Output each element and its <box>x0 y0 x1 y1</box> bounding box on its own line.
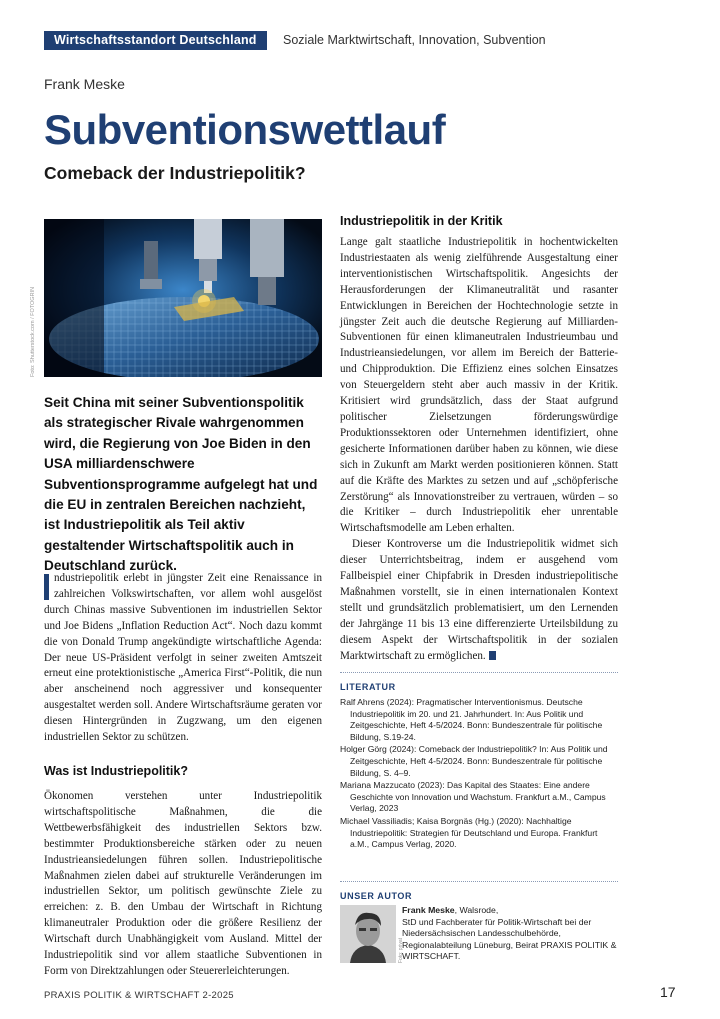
photo-credit: Foto: Shutterstock.com / FOTOGRIN <box>30 286 36 377</box>
list-item: Ralf Ahrens (2024): Pragmatischer Interventionismus. Deutsche Industriepolitik im 20. und 21. Jahrhundert. In: Aus Politik und Zeitgeschichte, Heft 4-5/2024. Bonn: Bundeszentrale für politische Bildung, S.19-24. <box>340 697 603 742</box>
author-bio-text: StD und Fachberater für Politik-Wirtschaft bei der Niedersächsischen Landesschulbehörde, Regionalabteilung Lüneburg, Beirat PRAXIS POLITIK & WIRTSCHAFT. <box>402 916 617 962</box>
article-author: Frank Meske <box>44 76 125 92</box>
list-item: Mariana Mazzucato (2023): Das Kapital des Staates: Eine andere Geschichte von Innovation und Wachstum. Frankfurt a.M., Campus Verlag, 2023 <box>340 780 606 814</box>
literature-list <box>340 697 618 852</box>
chip-wafer-photo <box>44 219 322 377</box>
author-name: Frank Meske <box>402 905 455 915</box>
avatar-photo-credit: Foto: privat <box>398 937 404 963</box>
avatar <box>340 905 396 963</box>
section-paragraph <box>340 537 618 664</box>
section-paragraph: Ökonomen verstehen unter Industriepolitik wirtschaftspolitische Maßnahmen, die die Wettbewerbsfähigkeit des industriellen Sektors bzw. bestimmter Produktionsbereiche stärken oder zu neuen Industrieansiedelungen führen sollen. Industriepolitische Maßnahmen zielen dabei auf strukturelle Veränderungen im industriellen Sektor, um politisch gewünschte Ziele zu erreichen: z. B. den Umbau der Wirtschaft in Richtung klimaneutraler Produktion oder die größere Resilienz der Wirtschaft durch Unabhängigkeit vom Ausland. Mittel der Industriepolitik sind vor allem staatliche Subventionen in Form von Direktzahlungen oder Steuererleichterungen. <box>44 790 322 977</box>
divider <box>340 672 618 673</box>
section-heading: Was ist Industriepolitik? <box>44 764 188 778</box>
article-subtitle: Comeback der Industriepolitik? <box>44 163 306 183</box>
author-bio <box>402 905 620 963</box>
topics-line: Soziale Marktwirtschaft, Innovation, Subvention <box>283 33 546 47</box>
lead-paragraph: Seit China mit seiner Subventionspolitik als strategischer Rivale wahrgenommen wird, die Regierung von Joe Biden in den USA milliardenschwere Subventionsprogramme aufgelegt hat und die EU in zentralen Bereichen nachzieht, ist Industriepolitik als Teil aktiv gestaltender Wirtschaftspolitik auch in Deutschland zurück. <box>44 395 318 574</box>
list-item: Holger Görg (2024): Comeback der Industriepolitik? In: Aus Politik und Zeitgeschichte, Heft 4-5/2024. Bonn: Bundeszentrale für politische Bildung, S. 4–9. <box>340 744 608 778</box>
literature-heading: LITERATUR <box>340 682 396 692</box>
section-paragraph-text: Dieser Kontroverse um die Industriepolitik widmet sich dieser Unterrichtsbeitrag, indem er ausgehend vom Fallbeispiel einer Chipfabrik in Dresden industriepolitische Maßnahmen vorstellt, sie in einen internationalen Kontext stellt und grundsätzlich problematisiert, um den Lernenden der Jahrgänge 11 bis 13 eine differenzierte Urteilsbildung zu diesem Aspekt der Wirtschaftspolitik in der sozialen Marktwirtschaft zu ermöglichen. <box>340 538 618 662</box>
author-box-heading: UNSER AUTOR <box>340 891 413 901</box>
page-title: Subventionswettlauf <box>44 106 446 153</box>
author-location: , Walsrode, <box>454 905 499 915</box>
list-item: Michael Vassiliadis; Kaisa Borgnäs (Hg.) (2020): Nachhaltige Industriepolitik: Strategien für Deutschland und Europa. Frankfurt a.M., Campus Verlag, 2020. <box>340 815 598 850</box>
journal-footer: PRAXIS POLITIK & WIRTSCHAFT 2-2025 <box>44 990 234 1001</box>
drop-cap-mark <box>44 574 49 600</box>
section-paragraph: Lange galt staatliche Industriepolitik in hochentwickelten Industriestaaten als wenig zielführende Ausgestaltung einer interventionistischen Wirtschaftspolitik. Angesichts der Herausforderungen der Klimaneutralität und rasanter Entwicklungen in Bereichen der Hochtechnologie setzte in jüngster Zeit auch die deutsche Regierung auf Milliarden-Subventionen für einen klimaneutralen Industrieumbau und Industrieansiedelungen, vor allem im Bereich der Batterie- und Chipproduktion. Die Effizienz eines solchen Einsatzes von Steuergeldern steht aber auch massiv in der Kritik. Kritisiert wird grundsätzlich, dass der Staat aufgrund politischer Zielsetzungen förderungswürdige Produktionssektoren oder Unternehmen identifiziert, ohne gesicherte Informationen darüber haben zu können, wie diese sich in Zukunft am Markt werden positionieren können. Statt auf die Kräfte des Marktes zu setzen und auf „schöpferische Zerstörung“ als Innovationstreiber zu vertrauen, würden – so die Kritiker – durch Industriepolitik eher unrentable Wirtschaftsmodelle am Leben erhalten. <box>340 236 618 535</box>
divider <box>340 881 618 882</box>
intro-text: ndustriepolitik erlebt in jüngster Zeit eine Renaissance in zahlreichen Volkswirtschaften, vor allem wohl ausgelöst durch Chinas massive Subventionen im industriellen Sektor und Joe Bidens „Inflation Reduction Act“. Noch dazu kommt die von Donald Trump angekündigte wirtschaftliche Agenda: Der neue US-Präsident verfolgt in seiner zweiten Amtszeit erneut eine protektionistische „America First“-Politik, die nun aber anscheinend noch aggressiver und konsequenter ausgestaltet werden soll. Andere Wirtschaftsräume geraten vor diesen Hintergründen in Zugzwang, um den eigenen industriellen Sektor zu schützen. <box>44 572 322 744</box>
section-body <box>340 235 618 664</box>
intro-paragraph <box>44 571 322 746</box>
section-heading: Industriepolitik in der Kritik <box>340 214 503 228</box>
section-tag: Wirtschaftsstandort Deutschland <box>44 31 267 50</box>
end-mark-icon <box>489 651 496 660</box>
page-number: 17 <box>660 984 676 1000</box>
